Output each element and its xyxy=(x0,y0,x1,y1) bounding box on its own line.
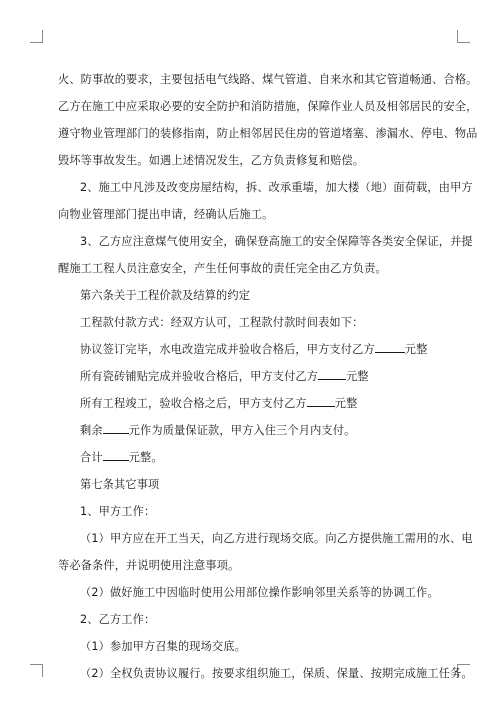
crop-mark-top-right xyxy=(457,30,470,43)
payment-unit: 元整 xyxy=(334,397,358,410)
payment-line xyxy=(58,390,442,417)
document-body xyxy=(58,66,478,687)
paragraph-line: （2）全权负责协议履行。按要求组织施工，保质、保量、按期完成施工任务。 xyxy=(80,667,473,680)
section-heading: 第六条关于工程价款及结算的约定 xyxy=(80,289,251,302)
payment-line xyxy=(58,336,442,363)
remainder-line xyxy=(58,417,442,444)
paragraph-line: 2、施工中凡涉及改变房屋结构，拆、改承重墙，加大楼（地）面荷载，由甲方 xyxy=(80,181,473,194)
payment-text: 所有瓷砖铺贴完成并验收合格后，甲方支付乙方 xyxy=(80,370,319,383)
payment-line xyxy=(58,363,442,390)
paragraph-line: 火、防事故的要求，主要包括电气线路、煤气管道、自来水和其它管道畅通、合格。 xyxy=(58,73,478,86)
subsection-heading: 2、乙方工作： xyxy=(80,613,156,626)
total-unit: 元整。 xyxy=(128,451,163,464)
total-text: 合计 xyxy=(80,451,103,464)
paragraph-line: 3、乙方应注意煤气使用安全，确保登高施工的安全保障等各类安全保证，并提 xyxy=(80,235,473,248)
paragraph-line: 醒施工工程人员注意安全，产生任何事故的责任完全由乙方负责。 xyxy=(58,262,387,275)
paragraph-line: 向物业管理部门提出申请，经确认后施工。 xyxy=(58,208,274,221)
fill-in-blank[interactable] xyxy=(103,449,129,461)
paragraph-line: （2）做好施工中因临时使用公用部位操作影响邻里关系等的协调工作。 xyxy=(80,586,439,599)
total-line xyxy=(58,444,442,471)
fill-in-blank[interactable] xyxy=(307,395,335,407)
section-heading: 第七条其它事项 xyxy=(80,478,160,491)
paragraph-line: 遵守物业管理部门的装修指南，防止相邻居民住房的管道堵塞、渗漏水、停电、物品 xyxy=(58,127,478,140)
fill-in-blank[interactable] xyxy=(375,341,405,353)
remainder-text: 剩余 xyxy=(80,424,103,437)
fill-in-blank[interactable] xyxy=(103,422,129,434)
payment-unit: 元整 xyxy=(346,370,369,383)
paragraph-line: 乙方在施工中应采取必要的安全防护和消防措施，保障作业人员及相邻居民的安全， xyxy=(58,100,478,113)
crop-mark-top-left xyxy=(30,30,43,43)
subsection-heading: 1、甲方工作： xyxy=(80,505,156,518)
paragraph-line: 毁坏等事故发生。如遇上述情况发生，乙方负责修复和赔偿。 xyxy=(58,154,365,167)
payment-text: 协议签订完毕，水电改造完成并验收合格后，甲方支付乙方 xyxy=(80,343,375,356)
fill-in-blank[interactable] xyxy=(318,368,346,380)
paragraph-line: 工程款付款方式：经双方认可，工程款付款时间表如下： xyxy=(80,316,364,329)
crop-mark-bottom-left xyxy=(30,664,43,677)
payment-unit: 元整 xyxy=(404,343,428,356)
paragraph-line: （1）甲方应在开工当天，向乙方进行现场交底。向乙方提供施工需用的水、电 xyxy=(80,532,473,545)
payment-text: 所有工程竣工，验收合格之后，甲方支付乙方 xyxy=(80,397,307,410)
remainder-note: 元作为质量保证款，甲方入住三个月内支付。 xyxy=(128,424,356,437)
paragraph-line: 等必备条件，并说明使用注意事项。 xyxy=(58,559,240,572)
paragraph-line: （1）参加甲方召集的现场交底。 xyxy=(80,640,246,653)
